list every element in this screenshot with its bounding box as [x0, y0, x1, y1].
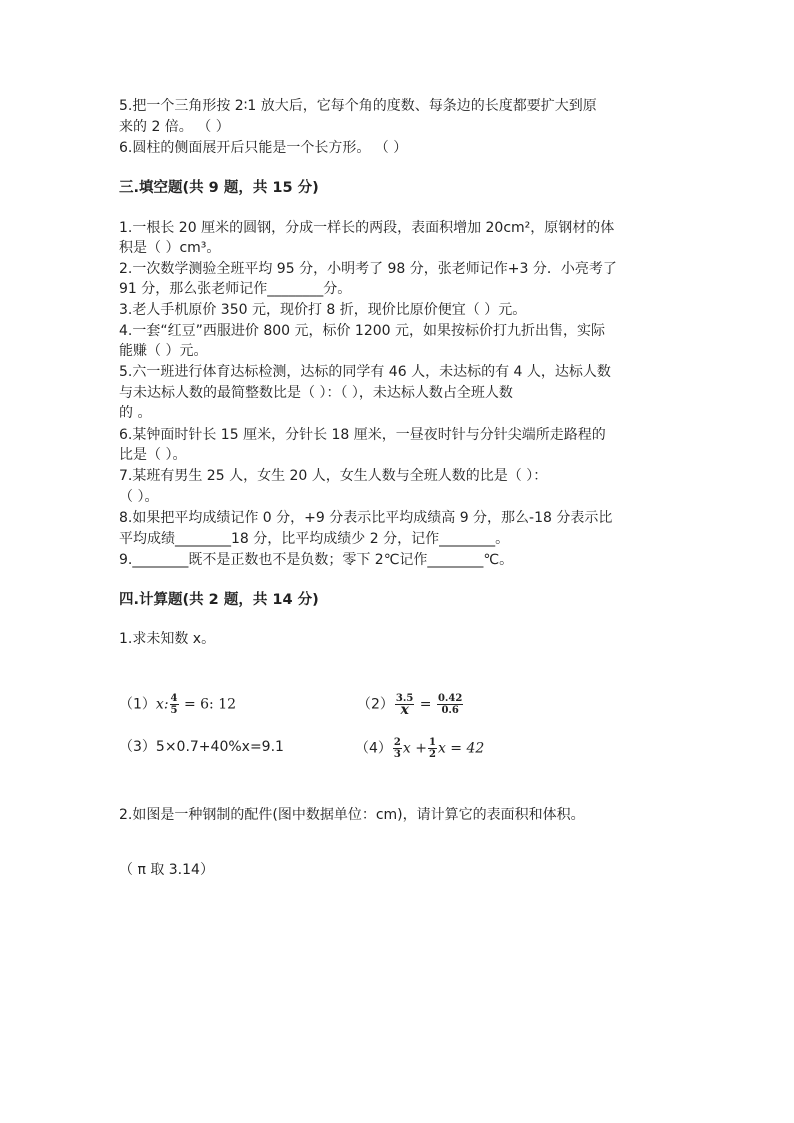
eq4-fraction-2: $\frac{1}{2}$ [428, 737, 436, 760]
fill-q2-line2: 91 分，那么张老师记作________分。 [119, 281, 352, 297]
equation-3: （3）5×0.7+40%x=9.1 [119, 739, 284, 755]
fill-q5-line1: 5.六一班进行体育达标检测，达标的同学有 46 人，未达标的有 4 人，达标人数 [119, 364, 611, 380]
section3-title: 三.填空题(共 9 题，共 15 分) [119, 180, 319, 196]
calc-q1: 1.求未知数 x。 [119, 631, 216, 647]
fill-q1-line1: 1.一根长 20 厘米的圆钢，分成一样长的两段，表面积增加 20cm²，原钢材的体 [119, 220, 615, 236]
calc-q2: 2.如图是一种钢制的配件(图中数据单位：cm)，请计算它的表面积和体积。 [119, 807, 585, 823]
section4-title: 四.计算题(共 2 题，共 14 分) [119, 592, 319, 608]
equation-1 [119, 693, 236, 716]
fill-q8-line1: 8.如果把平均成绩记作 0 分，+9 分表示比平均成绩高 9 分，那么-18 分表示比 [119, 510, 613, 526]
eq2-label: （2） [357, 696, 394, 713]
fill-q7-line1: 7.某班有男生 25 人，女生 20 人，女生人数与全班人数的比是（ ）： [119, 468, 548, 484]
pi-note: （ π 取 3.14） [119, 862, 214, 878]
eq1-colon: : [163, 696, 169, 713]
fill-q3: 3.老人手机原价 350 元，现价打 8 折，现价比原价便宜（ ）元。 [119, 302, 527, 318]
eq1-rhs: = 6: 12 [179, 696, 237, 713]
equation-4 [355, 737, 484, 760]
eq1-label: （1） [119, 696, 156, 713]
eq1-fraction: $\frac{4}{5}$ [170, 693, 178, 716]
equation-2 [357, 693, 464, 716]
eq2-equals: = [415, 696, 436, 713]
eq1-x: x [155, 696, 164, 713]
fill-q6-line1: 6.某钟面时针长 15 厘米，分针长 18 厘米，一昼夜时针与分针尖端所走路程的 [119, 427, 606, 443]
fill-q6-line2: 比是（ ）。 [119, 447, 187, 463]
eq4-x-plus: x + [402, 740, 427, 757]
judge-q5-line1: 5.把一个三角形按 2∶1 放大后，它每个角的度数、每条边的长度都要扩大到原 [119, 98, 597, 114]
fill-q7-line2: （ ）。 [119, 489, 159, 505]
fill-q2-line1: 2.一次数学测验全班平均 95 分，小明考了 98 分，张老师记作+3 分．小亮考了 [119, 261, 617, 277]
fill-q5-line2: 与未达标人数的最简整数比是（ ）：（ ），未达标人数占全班人数 [119, 385, 513, 401]
judge-q5-line2: 来的 2 倍。 （ ） [119, 119, 230, 135]
fill-q9: 9.________既不是正数也不是负数；零下 2℃记作________℃。 [119, 552, 514, 568]
fill-q4-line2: 能赚（ ）元。 [119, 343, 208, 359]
fill-q1-line2: 积是（ ）cm³。 [119, 240, 221, 256]
eq2-fraction-right: $\frac{0.42}{0.6}$ [437, 693, 463, 716]
eq4-fraction-1: $\frac{2}{3}$ [393, 737, 401, 760]
fill-q5-line3: 的 。 [119, 405, 152, 421]
eq4-rest: x = 42 [437, 740, 485, 757]
eq4-label: （4） [355, 740, 392, 757]
eq2-fraction-left: $\frac{3.5}{x}$ [395, 693, 414, 718]
fill-q4-line1: 4.一套“红豆”西服进价 800 元，标价 1200 元，如果按标价打九折出售，实际 [119, 323, 606, 339]
judge-q6: 6.圆柱的侧面展开后只能是一个长方形。 （ ） [119, 140, 408, 156]
fill-q8-line2: 平均成绩________18 分，比平均成绩少 2 分，记作________。 [119, 531, 510, 547]
